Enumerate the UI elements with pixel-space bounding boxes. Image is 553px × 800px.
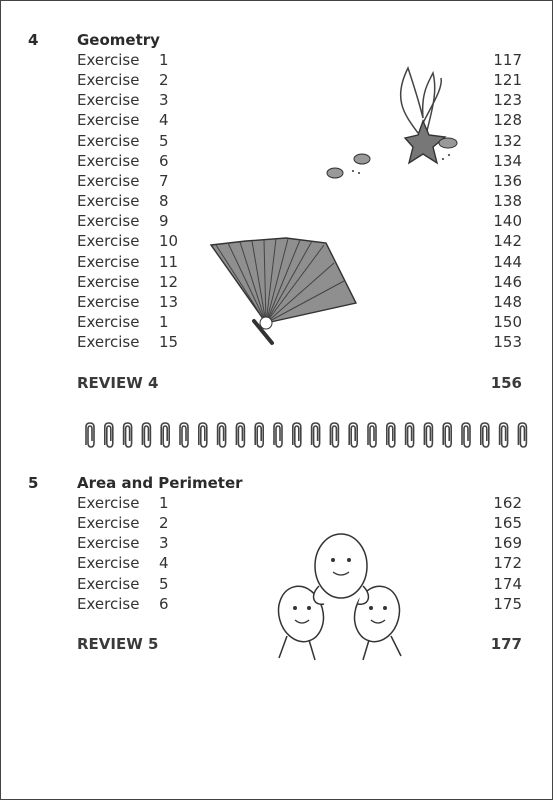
exercise-number: 1 (159, 51, 169, 69)
exercise-page: 175 (493, 594, 522, 613)
exercise-page: 138 (493, 192, 522, 211)
paper-clip (462, 423, 470, 447)
paper-clip (218, 423, 226, 447)
paper-clip (199, 423, 207, 447)
paper-clip (481, 423, 489, 447)
exercise-label: Exercise (77, 333, 140, 352)
paper-clip (387, 423, 395, 447)
paper-clip (330, 423, 338, 447)
exercise-page: 128 (493, 111, 522, 130)
exercise-number: 1 (159, 494, 169, 512)
exercise-label: Exercise (77, 312, 140, 331)
bean-characters-illustration (269, 526, 429, 666)
exercise-page: 136 (493, 171, 522, 190)
exercise-number: 4 (159, 111, 169, 130)
exercise-number: 6 (159, 594, 169, 613)
exercise-page: 121 (493, 71, 522, 90)
exercise-number: 3 (159, 534, 169, 553)
paper-clip (500, 423, 508, 447)
exercise-label: Exercise (77, 171, 140, 190)
exercise-entry[interactable] (77, 212, 522, 232)
exercise-number: 9 (159, 212, 169, 231)
exercise-label: Exercise (77, 212, 140, 231)
exercise-label: Exercise (77, 111, 140, 130)
paper-clip-divider (79, 421, 534, 449)
exercise-page: 150 (493, 312, 522, 331)
exercise-number: 1 (159, 312, 169, 331)
exercise-page: 117 (493, 51, 522, 69)
review-label: REVIEW 5 (77, 635, 159, 653)
paper-clip (86, 423, 94, 447)
exercise-label: Exercise (77, 272, 140, 291)
exercise-entry[interactable] (77, 494, 522, 514)
exercise-page: 132 (493, 131, 522, 150)
paper-clip (180, 423, 188, 447)
exercise-number: 5 (159, 574, 169, 593)
exercise-label: Exercise (77, 51, 140, 69)
exercise-page: 142 (493, 232, 522, 251)
exercise-number: 8 (159, 192, 169, 211)
exercise-page: 169 (493, 534, 522, 553)
exercise-label: Exercise (77, 232, 140, 251)
exercise-page: 148 (493, 292, 522, 311)
exercise-page: 134 (493, 151, 522, 170)
exercise-label: Exercise (77, 514, 140, 533)
exercise-page: 153 (493, 333, 522, 352)
paper-clip (161, 423, 169, 447)
paper-clip (349, 423, 357, 447)
exercise-label: Exercise (77, 554, 140, 573)
exercise-page: 174 (493, 574, 522, 593)
exercise-page: 123 (493, 91, 522, 110)
exercise-page: 162 (493, 494, 522, 512)
exercise-page: 146 (493, 272, 522, 291)
review-page: 156 (490, 374, 522, 392)
exercise-label: Exercise (77, 71, 140, 90)
exercise-label: Exercise (77, 494, 140, 512)
exercise-number: 11 (159, 252, 179, 271)
chapter-title: Geometry (77, 31, 160, 49)
exercise-label: Exercise (77, 292, 140, 311)
folding-fan-illustration (206, 233, 361, 348)
review-page: 177 (490, 635, 522, 653)
exercise-number: 12 (159, 272, 179, 291)
paper-clip (255, 423, 263, 447)
paper-clip (142, 423, 150, 447)
starfish-seaweed-illustration (323, 63, 463, 183)
chapter-number: 5 (28, 474, 39, 492)
paper-clip (105, 423, 113, 447)
paper-clip (124, 423, 132, 447)
exercise-number: 7 (159, 171, 169, 190)
exercise-label: Exercise (77, 574, 140, 593)
paper-clip (443, 423, 451, 447)
exercise-number: 3 (159, 91, 169, 110)
paper-clip (274, 423, 282, 447)
exercise-label: Exercise (77, 594, 140, 613)
review-entry[interactable] (77, 374, 522, 392)
chapter-title: Area and Perimeter (77, 474, 243, 492)
exercise-label: Exercise (77, 151, 140, 170)
review-label: REVIEW 4 (77, 374, 159, 392)
exercise-number: 2 (159, 71, 169, 90)
paper-clip (293, 423, 301, 447)
exercise-label: Exercise (77, 252, 140, 271)
exercise-page: 140 (493, 212, 522, 231)
paper-clip (518, 423, 526, 447)
exercise-label: Exercise (77, 131, 140, 150)
exercise-number: 6 (159, 151, 169, 170)
paper-clip (312, 423, 320, 447)
paper-clip (406, 423, 414, 447)
exercise-label: Exercise (77, 192, 140, 211)
paper-clip (236, 423, 244, 447)
exercise-page: 165 (493, 514, 522, 533)
exercise-number: 13 (159, 292, 179, 311)
exercise-number: 15 (159, 333, 179, 352)
exercise-number: 4 (159, 554, 169, 573)
exercise-label: Exercise (77, 534, 140, 553)
exercise-number: 2 (159, 514, 169, 533)
chapter-number: 4 (28, 31, 39, 49)
exercise-number: 5 (159, 131, 169, 150)
exercise-entry[interactable] (77, 192, 522, 212)
exercise-page: 144 (493, 252, 522, 271)
paper-clip (424, 423, 432, 447)
exercise-number: 10 (159, 232, 179, 251)
exercise-label: Exercise (77, 91, 140, 110)
paper-clip (368, 423, 376, 447)
exercise-page: 172 (493, 554, 522, 573)
